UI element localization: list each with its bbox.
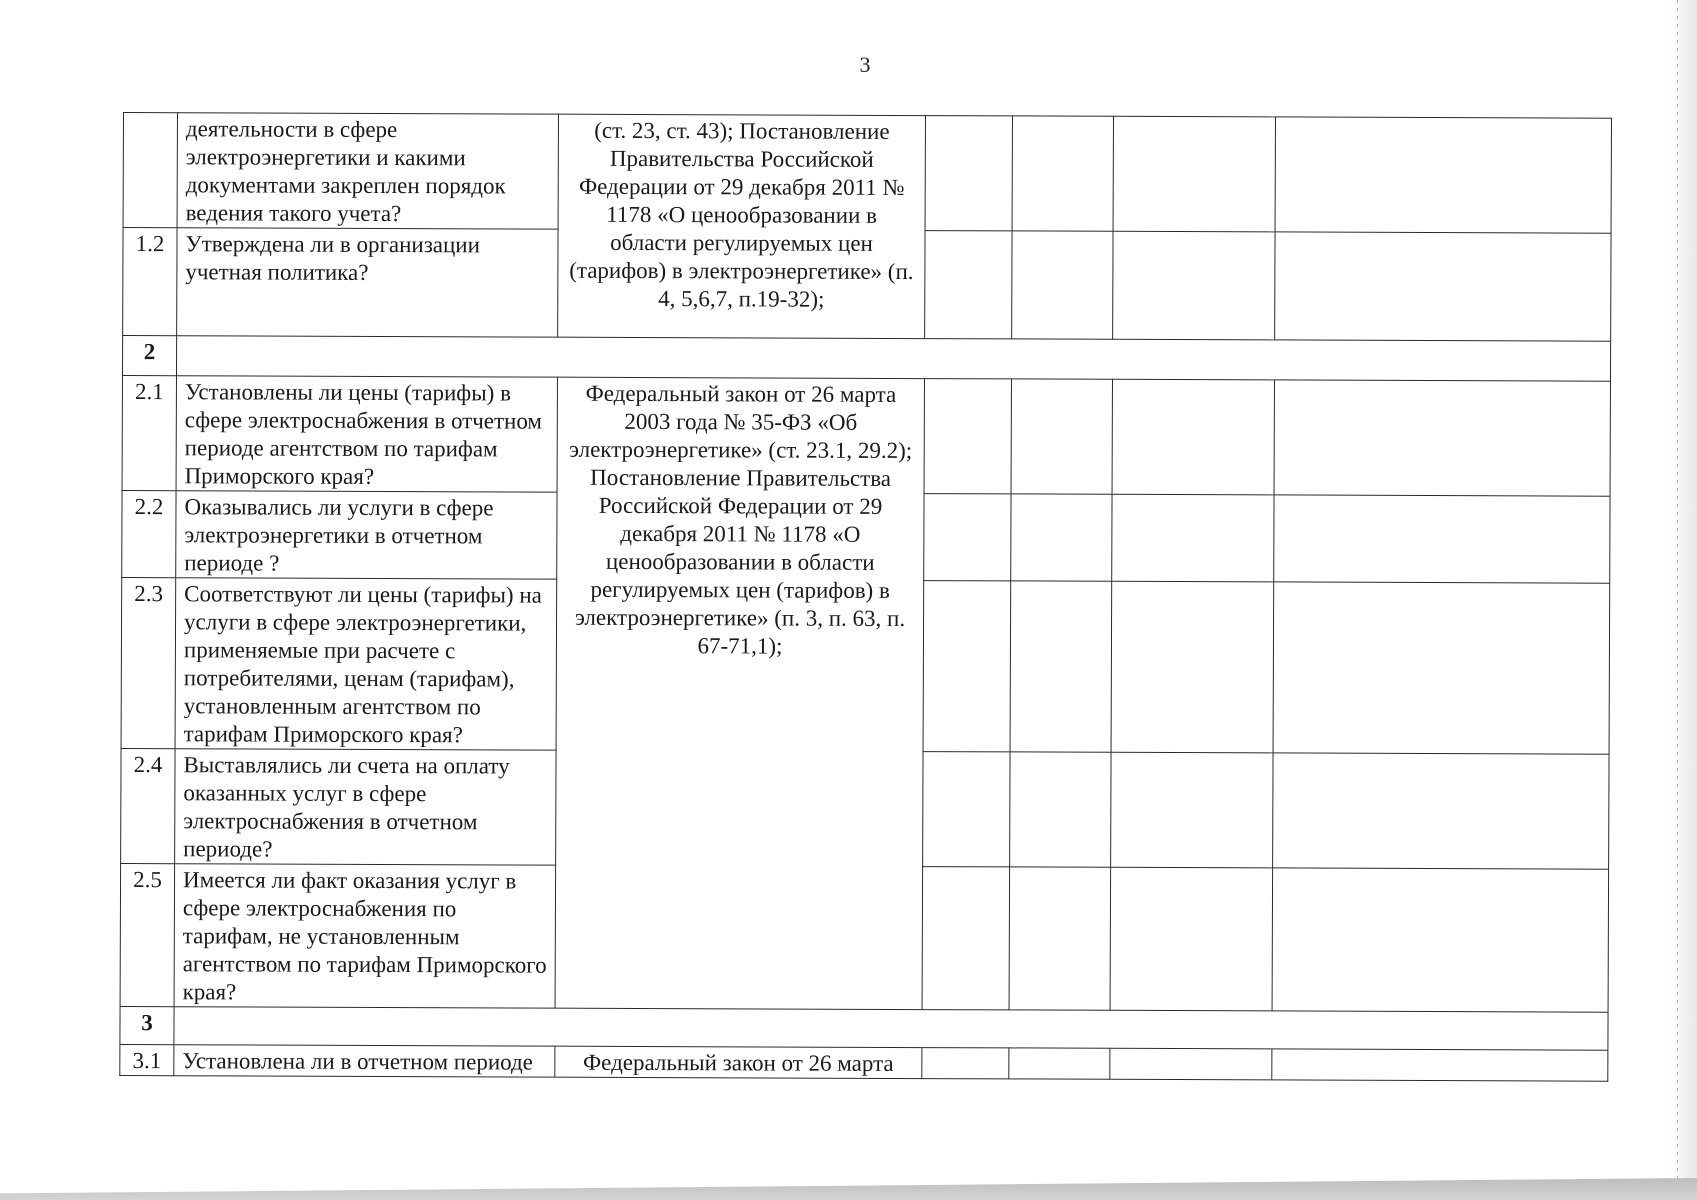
question-cell: Установлены ли цены (тарифы) в сфере электроснабжения в отчетном периоде агентством по тарифам Приморского края? — [176, 376, 557, 492]
notes-cell — [1274, 495, 1610, 583]
notes-cell — [1272, 868, 1609, 1012]
item-number: 1.2 — [123, 228, 177, 336]
answer-no-cell — [1012, 231, 1113, 339]
question-cell: деятельности в сфере электроэнергетики и какими документами закреплен порядок ведения такого учета? — [177, 113, 558, 229]
page-number: 3 — [859, 52, 871, 77]
answer-no-cell — [1012, 116, 1113, 231]
table-row — [123, 113, 1611, 234]
question-cell: Утверждена ли в организации учетная политика? — [177, 228, 558, 337]
table-row — [120, 1044, 1608, 1081]
answer-yes-cell — [923, 581, 1011, 752]
section-row — [120, 1006, 1608, 1050]
section-row — [122, 336, 1610, 382]
answer-no-cell — [1011, 494, 1112, 581]
item-number: 2.2 — [122, 490, 176, 577]
notes-cell — [1272, 1049, 1608, 1081]
answer-na-cell — [1110, 1048, 1272, 1080]
question-cell: Установлена ли в отчетном периоде — [174, 1045, 555, 1077]
item-number: 2.1 — [122, 375, 176, 490]
scan-edge-bottom — [0, 1178, 1697, 1200]
item-number — [123, 113, 177, 228]
answer-na-cell — [1113, 116, 1275, 232]
item-number: 2.5 — [120, 863, 175, 1006]
section-title — [174, 1007, 1608, 1051]
answer-no-cell — [1009, 1048, 1110, 1079]
item-number: 2.4 — [121, 748, 175, 863]
answer-na-cell — [1113, 231, 1275, 340]
section-number: 3 — [120, 1006, 174, 1044]
question-cell: Выставлялись ли счета на оплату оказанных услуг в сфере электроснабжения в отчетном периоде? — [175, 749, 556, 865]
table-row — [122, 375, 1610, 496]
scan-edge-right — [1671, 0, 1697, 1200]
answer-na-cell — [1112, 379, 1274, 495]
answer-no-cell — [1010, 581, 1112, 752]
legal-basis-cell: (ст. 23, ст. 43); Постановление Правительства Российской Федерации от 29 декабря 2011 № 1178 «О ценообразовании в области регулируемых цен (тарифов) в электроэнергетике» (п. 4, 5,6,7, п.19-32); — [558, 114, 926, 338]
notes-cell — [1273, 753, 1609, 869]
legal-basis-cell: Федеральный закон от 26 марта — [555, 1046, 922, 1078]
notes-cell — [1273, 582, 1610, 754]
answer-yes-cell — [925, 116, 1012, 231]
answer-yes-cell — [922, 867, 1010, 1010]
notes-cell — [1275, 232, 1611, 341]
answer-yes-cell — [923, 752, 1010, 867]
answer-no-cell — [1009, 867, 1111, 1010]
answer-na-cell — [1111, 581, 1274, 753]
question-cell: Имеется ли факт оказания услуг в сфере электроснабжения по тарифам, не установленным агентством по тарифам Приморского края? — [174, 864, 556, 1008]
notes-cell — [1274, 380, 1610, 496]
legal-basis-cell: Федеральный закон от 26 марта 2003 года № 35-ФЗ «Об электроэнергетике» (ст. 23.1, 29.2); Постановление Правительства Российской Федерации от 29 декабря 2011 № 1178 «О ценообразовании в области регулируемых цен (тарифов) в электроэнергетике» (п. 3, п. 63, п. 67-71,1); — [555, 377, 924, 1009]
answer-na-cell — [1111, 752, 1273, 868]
answer-yes-cell — [922, 1048, 1009, 1079]
question-cell: Соответствуют ли цены (тарифы) на услуги в сфере электроэнергетики, применяемые при расчете с потребителями, ценам (тарифам), установленным агентством по тарифам Приморского края? — [175, 578, 557, 750]
section-title — [176, 336, 1610, 382]
answer-no-cell — [1011, 379, 1112, 494]
answer-no-cell — [1010, 752, 1111, 867]
section-number: 2 — [122, 336, 176, 376]
notes-cell — [1275, 117, 1611, 233]
checklist-table — [119, 112, 1612, 1082]
question-cell: Оказывались ли услуги в сфере электроэнергетики в отчетном периоде ? — [176, 491, 557, 579]
item-number: 2.3 — [121, 577, 176, 748]
answer-na-cell — [1110, 867, 1273, 1011]
answer-yes-cell — [924, 494, 1011, 581]
answer-na-cell — [1112, 494, 1274, 582]
item-number: 3.1 — [120, 1044, 174, 1075]
answer-yes-cell — [924, 379, 1011, 494]
answer-yes-cell — [925, 231, 1012, 339]
